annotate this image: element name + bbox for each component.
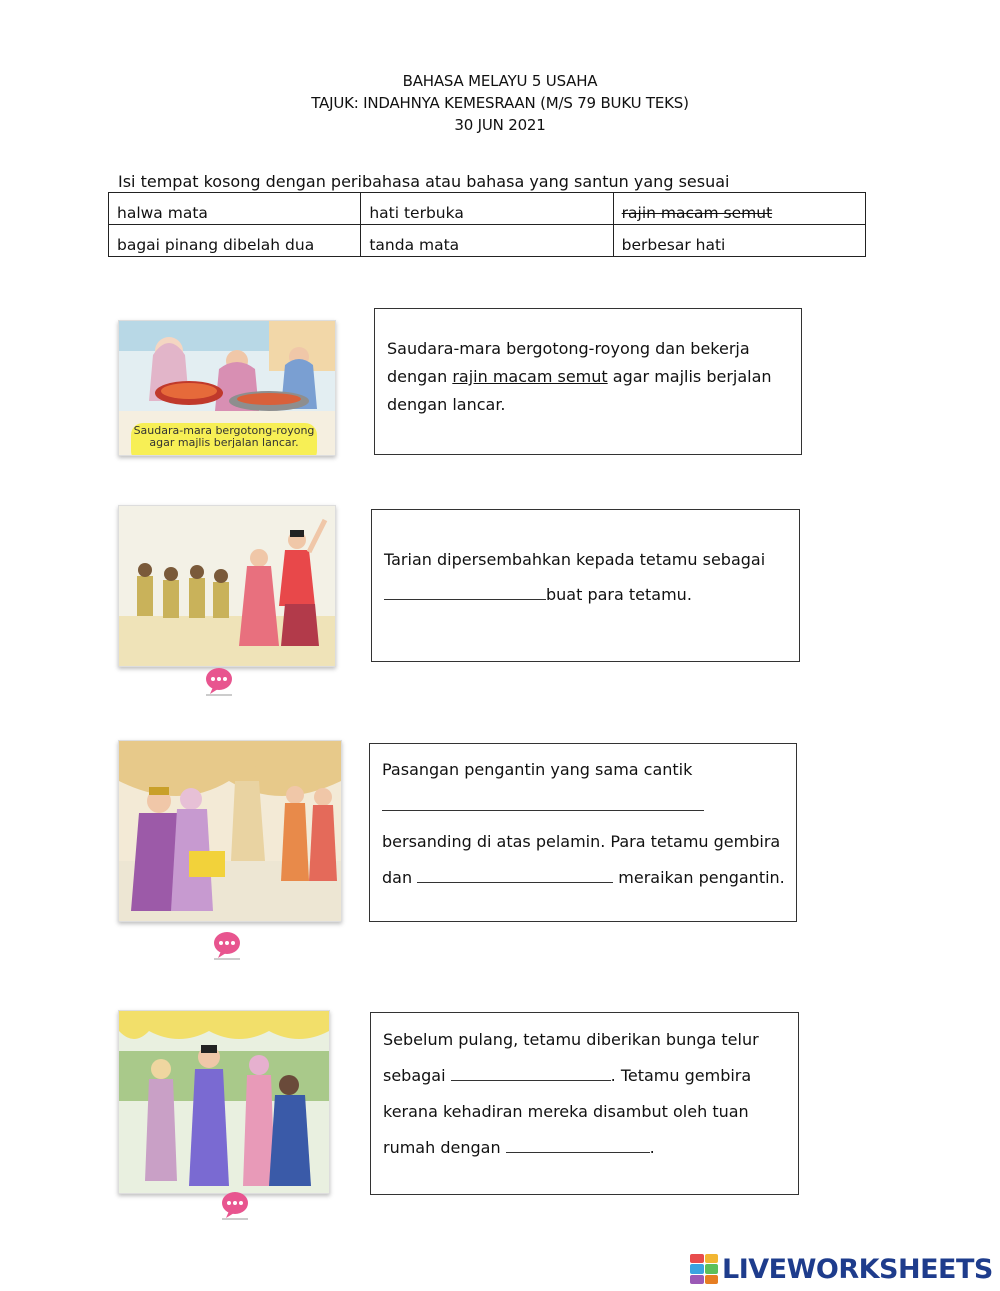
q3-text: dan xyxy=(382,868,413,887)
q2-text: buat para tetamu. xyxy=(546,585,692,604)
answer-field-q3b[interactable] xyxy=(417,868,613,883)
answer-field-q3a[interactable] xyxy=(382,796,704,811)
worksheet-date: 30 JUN 2021 xyxy=(454,116,546,134)
word-bank-cell: halwa mata xyxy=(109,193,361,225)
q4-line1: Sebelum pulang, tetamu diberikan bunga telur xyxy=(383,1030,759,1049)
gotong-royong-illustration xyxy=(118,320,336,456)
dance-performance-illustration xyxy=(118,505,336,667)
q4-line3: kerana kehadiran mereka disambut oleh tuan xyxy=(383,1102,749,1121)
word-bank-row xyxy=(109,225,866,257)
answer-field-q4a[interactable] xyxy=(451,1066,611,1081)
image-caption: Saudara-mara bergotong-royong agar majlis berjalan lancar. xyxy=(131,423,317,456)
q4-text: rumah dengan xyxy=(383,1138,501,1157)
speech-bubble-icon[interactable] xyxy=(212,930,242,960)
q2-line2 xyxy=(384,585,791,604)
question-box-3 xyxy=(369,743,797,922)
word-bank-cell: tanda mata xyxy=(361,225,613,257)
q3-line1: Pasangan pengantin yang sama cantik xyxy=(382,760,693,779)
q1-text: agar majlis berjalan xyxy=(607,367,772,386)
q3-line4 xyxy=(382,868,788,887)
word-bank-row xyxy=(109,193,866,225)
wedding-dais-illustration xyxy=(118,740,342,922)
word-bank-cell: hati terbuka xyxy=(361,193,613,225)
q1-line2 xyxy=(387,367,793,386)
q3-line2 xyxy=(382,796,788,815)
farewell-guests-illustration xyxy=(118,1010,330,1194)
word-bank-cell: berbesar hati xyxy=(613,225,865,257)
question-box-1 xyxy=(374,308,802,455)
word-bank-table xyxy=(108,192,866,257)
q3-line3: bersanding di atas pelamin. Para tetamu gembira xyxy=(382,832,781,851)
answer-field-q4b[interactable] xyxy=(506,1138,650,1153)
q4-text: sebagai xyxy=(383,1066,446,1085)
answer-field-q2[interactable] xyxy=(384,585,546,600)
q2-line1: Tarian dipersembahkan kepada tetamu sebagai xyxy=(384,550,766,569)
question-box-4 xyxy=(370,1012,799,1195)
q1-text: dengan xyxy=(387,367,453,386)
speech-bubble-icon[interactable] xyxy=(204,666,234,696)
q4-text: . Tetamu gembira xyxy=(610,1066,752,1085)
question-box-2 xyxy=(371,509,800,662)
q4-line4 xyxy=(383,1138,790,1157)
logo-icon xyxy=(690,1254,718,1284)
word-bank-cell: rajin macam semut xyxy=(613,193,865,225)
q3-text: meraikan pengantin. xyxy=(618,868,785,887)
q4-text: . xyxy=(649,1138,655,1157)
worksheet-title: TAJUK: INDAHNYA KEMESRAAN (M/S 79 BUKU TEKS) xyxy=(311,94,689,112)
q4-line2 xyxy=(383,1066,790,1085)
instruction-text: Isi tempat kosong dengan peribahasa atau bahasa yang santun yang sesuai xyxy=(118,172,730,191)
liveworksheets-logo xyxy=(690,1252,993,1286)
logo-wordmark: LIVEWORKSHEETS xyxy=(722,1253,993,1285)
answer-field-q1[interactable]: rajin macam semut xyxy=(452,367,608,386)
worksheet-subject: BAHASA MELAYU 5 USAHA xyxy=(402,72,598,90)
q1-line3: dengan lancar. xyxy=(387,395,506,414)
word-bank-cell: bagai pinang dibelah dua xyxy=(109,225,361,257)
speech-bubble-icon[interactable] xyxy=(220,1190,250,1220)
q1-line1: Saudara-mara bergotong-royong dan bekerja xyxy=(387,339,750,358)
